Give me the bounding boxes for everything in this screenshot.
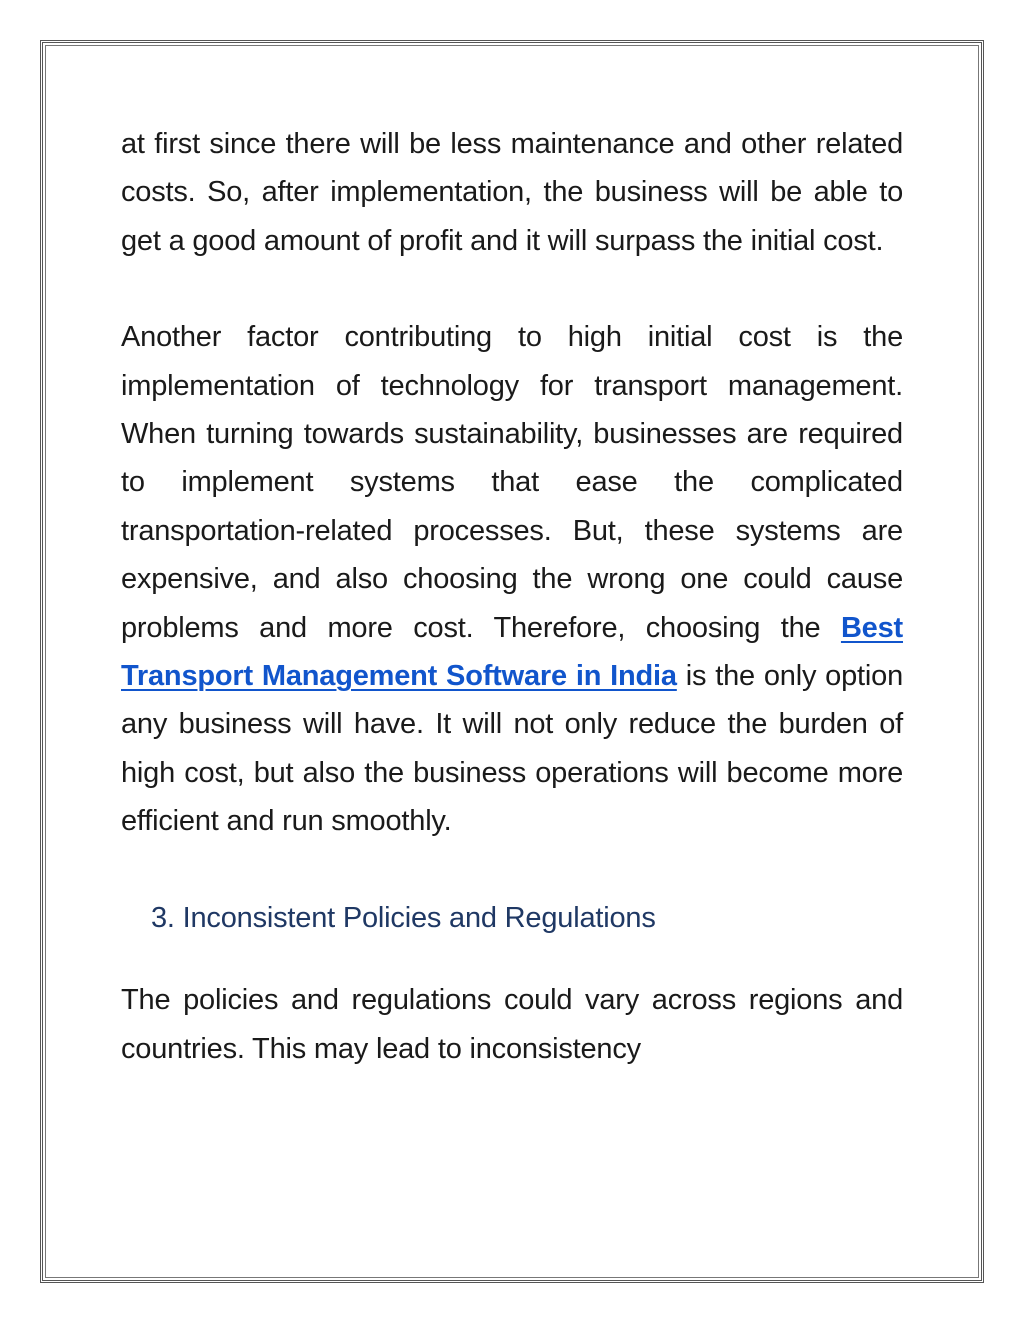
paragraph-text-before-link: Another factor contributing to high initial cost is the implementation of technology for transport management. When turning towards sustainability, businesses are required to implement systems that ease the complicated transportation-related processes. But, these systems are expensive, and also choosing the wrong one could cause problems and more cost. Therefore, choosing the: [121, 321, 903, 644]
paragraph-initial-cost: at first since there will be less maintenance and other related costs. So, after implementation, the business will be able to get a good amount of profit and it will surpass the initial cost.: [121, 128, 903, 257]
transport-software-link[interactable]: Best Transport Management Software in India: [121, 611, 903, 693]
paragraph-technology-cost: [121, 313, 903, 845]
document-body: [121, 120, 903, 1073]
paragraph-policies: The policies and regulations could vary across regions and countries. This may lead to inconsistency: [121, 984, 903, 1065]
section-heading: 3. Inconsistent Policies and Regulations: [151, 901, 656, 934]
paragraph-text-after-link: is the only option any business will have. It will not only reduce the burden of high cost, but also the business operations will become more efficient and run smoothly.: [121, 660, 904, 838]
